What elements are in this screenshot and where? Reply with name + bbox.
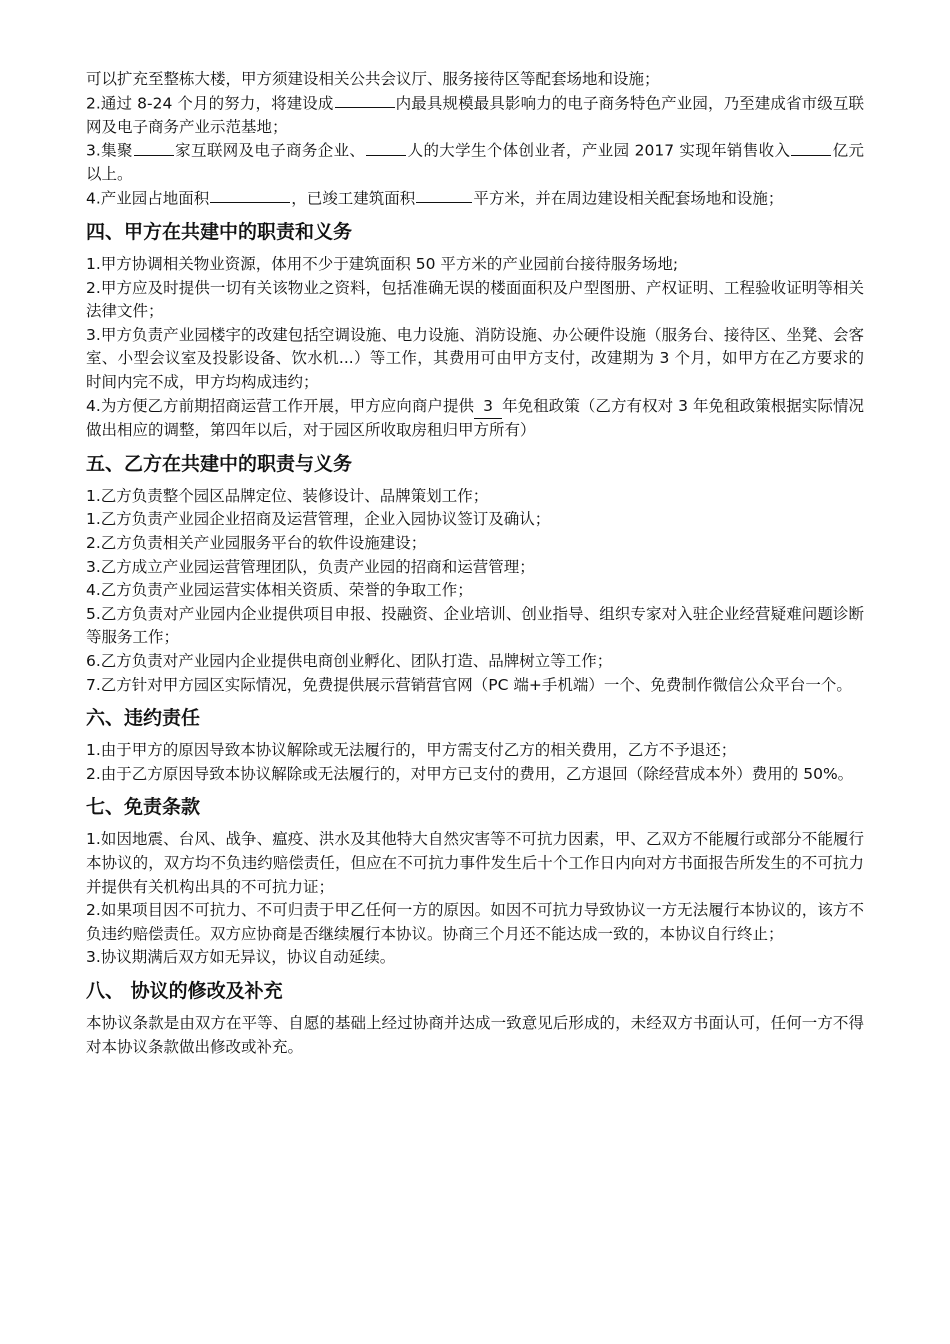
- clause-4-1: 1.甲方协调相关物业资源，体用不少于建筑面积 50 平方米的产业园前台接待服务场地;: [86, 255, 679, 274]
- text: 内最具规模最具影响力的电子商务特色产业园，乃至建成省市级互联网及电子商务产业示范基地；: [86, 94, 864, 136]
- text: 平方米，并在周边建设相关配套场地和设施；: [473, 189, 784, 208]
- text: 人的大学生个体创业者，产业园 2017 实现年销售收入: [407, 141, 791, 160]
- text: 亿元以上。: [86, 141, 864, 184]
- blank-line: [416, 187, 472, 204]
- blank-line: [335, 92, 395, 109]
- blank-line: [134, 139, 174, 156]
- clause-5-item: 5.乙方负责对产业园内企业提供项目申报、投融资、企业培训、创业指导、组织专家对入驻企业经营疑难问题诊断等服务工作；: [86, 604, 864, 647]
- section-heading-5: 五、乙方在共建中的职责与义务: [86, 452, 353, 475]
- clause-4-2: 2.甲方应及时提供一切有关该物业之资料，包括准确无误的楼面面积及户型图册、产权证明、工程验收证明等相关法律文件；: [86, 278, 864, 321]
- blank-line: [366, 139, 406, 156]
- filled-blank: 3: [474, 395, 502, 420]
- blank-line: [210, 187, 290, 204]
- text: 家互联网及电子商务企业、: [174, 141, 366, 160]
- text: 3.集聚: [86, 141, 133, 160]
- text: ，已竣工建筑面积: [291, 189, 416, 208]
- clause-6-item: 2.由于乙方原因导致本协议解除或无法履行的，对甲方已支付的费用，乙方退回（除经营成本外）费用的 50%。: [86, 764, 854, 783]
- clause-5-item: 2.乙方负责相关产业园服务平台的软件设施建设；: [86, 534, 427, 552]
- paragraph-goal-4: [86, 187, 864, 211]
- clause-8-text: 本协议条款是由双方在平等、自愿的基础上经过协商并达成一致意见后形成的，未经双方书面认可，任何一方不得对本协议条款做出修改或补充。: [86, 1013, 864, 1056]
- blank-line: [791, 139, 831, 156]
- text: 2.通过 8-24 个月的努力，将建设成: [86, 94, 334, 113]
- paragraph-goal-3: [86, 139, 864, 187]
- paragraph-goal-2: [86, 92, 864, 140]
- section-heading-7: 七、免责条款: [86, 796, 201, 819]
- clause-6-item: 1.由于甲方的原因导致本协议解除或无法履行的，甲方需支付乙方的相关费用，乙方不予退还；: [86, 741, 737, 760]
- text: 可以扩充至整栋大楼，甲方须建设相关公共会议厅、服务接待区等配套场地和设施；: [86, 70, 660, 88]
- clause-5-item: 6.乙方负责对产业园内企业提供电商创业孵化、团队打造、品牌树立等工作；: [86, 651, 613, 670]
- clause-5-item: 3.乙方成立产业园运营管理团队，负责产业园的招商和运营管理；: [86, 557, 535, 576]
- clause-5-item: 1.乙方负责产业园企业招商及运营管理，企业入园协议签订及确认；: [86, 510, 551, 529]
- clause-5-item: 7.乙方针对甲方园区实际情况，免费提供展示营销营官网（PC 端+手机端）一个、免费制作微信公众平台一个。: [86, 675, 852, 694]
- clause-4-4: [86, 395, 864, 443]
- paragraph-continuation: [86, 68, 864, 92]
- section-heading-8: 八、 协议的修改及补充: [86, 979, 283, 1002]
- section-heading-4: 四、甲方在共建中的职责和义务: [86, 221, 353, 244]
- clause-4-3: 3.甲方负责产业园楼宇的改建包括空调设施、电力设施、消防设施、办公硬件设施（服务台、接待区、坐凳、会客室、小型会议室及投影设备、饮水机...）等工作，其费用可由甲方支付，改建期为 3 个月，如甲方在乙方要求的时间内完不成，甲方均构成违约；: [86, 325, 864, 392]
- clause-7-item: 2.如果项目因不可抗力、不可归责于甲乙任何一方的原因。如因不可抗力导致协议一方无法履行本协议的，该方不负违约赔偿责任。双方应协商是否继续履行本协议。协商三个月还不能达成一致的，本协议自行终止；: [86, 901, 864, 943]
- text: 4.产业园占地面积: [86, 189, 210, 208]
- text: 年免租政策（乙方有权对 3 年免租政策根据实际情况做出相应的调整，第四年以后，对于园区所收取房租归甲方所有）: [86, 396, 864, 440]
- clause-5-item: 4.乙方负责产业园运营实体相关资质、荣誉的争取工作；: [86, 581, 473, 600]
- clause-7-item: 1.如因地震、台风、战争、瘟疫、洪水及其他特大自然灾害等不可抗力因素，甲、乙双方不能履行或部分不能履行本协议的，双方均不负违约赔偿责任，但应在不可抗力事件发生后十个工作日内向对方书面报告所发生的不可抗力并提供有关机构出具的不可抗力证；: [86, 830, 864, 896]
- clause-7-item: 3.协议期满后双方如无异议，协议自动延续。: [86, 948, 396, 967]
- section-heading-6: 六、违约责任: [86, 707, 201, 730]
- text: 4.为方便乙方前期招商运营工作开展，甲方应向商户提供: [86, 396, 475, 415]
- clause-5-item: 1.乙方负责整个园区品牌定位、装修设计、品牌策划工作；: [86, 486, 489, 505]
